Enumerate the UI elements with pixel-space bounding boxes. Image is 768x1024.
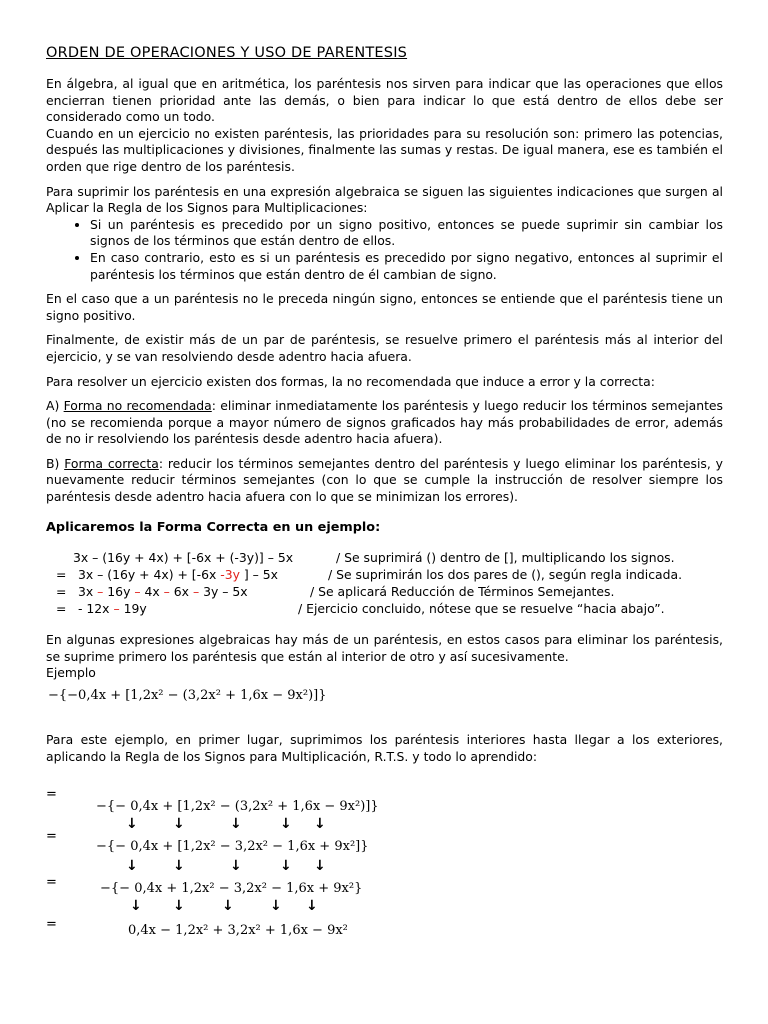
- example-row-4-note: / Ejercicio concluido, nótese que se resuelve “hacia abajo”.: [298, 601, 665, 617]
- form-a-text: : eliminar inmediatamente los paréntesis y luego reducir los términos semejantes (no se recomienda porque a mayor número de signos graficados hay más probabilidades de error, además de no ir resolviendo los paréntesis desde adentro hacia afuera).: [46, 398, 724, 447]
- step-3-expr: −{− 0,4x + 1,2x² − 3,2x² − 1,6x + 9x²}: [100, 881, 363, 897]
- example-row-4: [46, 601, 723, 618]
- paragraph-form-b: [46, 456, 723, 506]
- example-row-2-note: / Se suprimirán los dos pares de (), según regla indicada.: [328, 567, 683, 583]
- worked-example: [46, 550, 723, 618]
- example-row-2-eq: =: [56, 567, 67, 583]
- example-row-1-note: / Se suprimirá () dentro de [], multiplicando los signos.: [336, 550, 675, 566]
- rules-list: [46, 217, 723, 283]
- form-a-prefix: A): [46, 398, 64, 414]
- arrow-row-2: [46, 859, 346, 875]
- arrow-row-3: [46, 899, 346, 915]
- paragraph-nested: Finalmente, de existir más de un par de paréntesis, se resuelve primero el paréntesis más al interior del ejercicio, y se van resolviendo desde adentro hacia afuera.: [46, 332, 723, 364]
- example-row-3-eq: =: [56, 584, 67, 600]
- sign: –: [93, 584, 108, 600]
- down-arrow-icon: ↓: [230, 858, 242, 875]
- sign: –: [130, 584, 145, 600]
- example-row-4-eq: =: [56, 601, 67, 617]
- step-2-expr: −{− 0,4x + [1,2x² − 3,2x² − 1,6x + 9x²]}: [96, 839, 369, 855]
- example-row-2: [46, 567, 723, 584]
- paragraph-multiple-parens: En algunas expresiones algebraicas hay más de un paréntesis, en estos casos para eliminar los paréntesis, se suprime primero los paréntesis que están al interior de otro y así sucesivamente.: [46, 632, 723, 664]
- paragraph-no-sign: En el caso que a un paréntesis no le preceda ningún signo, entonces se entiende que el paréntesis tiene un signo positivo.: [46, 291, 723, 323]
- down-arrow-icon: ↓: [173, 858, 185, 875]
- paragraph-suppression: Para suprimir los paréntesis en una expresión algebraica se siguen las siguientes indicaciones que surgen al Aplicar la Regla de los Signos para Multiplicaciones:: [46, 183, 723, 216]
- example-row-1: [46, 550, 723, 567]
- down-arrow-icon: ↓: [173, 816, 185, 833]
- example-row-4-expr: [78, 601, 147, 618]
- paragraph-procedure: Para este ejemplo, en primer lugar, suprimimos los paréntesis interiores hasta llegar a los exteriores, aplicando la Regla de los Signos para Multiplicación, R.T.S. y todo lo aprendido:: [46, 732, 723, 764]
- down-arrow-icon: ↓: [126, 858, 138, 875]
- down-arrow-icon: ↓: [280, 858, 292, 875]
- term: 6x: [173, 584, 189, 600]
- example-row-3: [46, 584, 723, 601]
- sign: –: [189, 584, 204, 600]
- down-arrow-icon: ↓: [306, 898, 318, 915]
- down-arrow-icon: ↓: [280, 816, 292, 833]
- down-arrow-icon: ↓: [222, 898, 234, 915]
- down-arrow-icon: ↓: [270, 898, 282, 915]
- rule-negative: • En caso contrario, esto es si un paréntesis es precedido por signo negativo, entonces al suprimir el paréntesis los términos que están dentro de él cambian de signo.: [90, 250, 723, 283]
- example-label: Ejemplo: [46, 665, 96, 681]
- step-3-eq: =: [46, 875, 57, 891]
- paragraph-two-forms: Para resolver un ejercicio existen dos formas, la no recomendada que induce a error y la correcta:: [46, 373, 655, 389]
- paragraph-intro: En álgebra, al igual que en aritmética, los paréntesis nos sirven para indicar que las operaciones que ellos encierran tienen prioridad ante las demás, o bien para indicar lo que está dentro de ellos debe ser considerado como un todo.: [46, 76, 723, 125]
- example-row-2-highlight: -3y: [220, 567, 240, 583]
- document-title: ORDEN DE OPERACIONES Y USO DE PARENTESIS: [46, 45, 408, 61]
- down-arrow-icon: ↓: [230, 816, 242, 833]
- paragraph-priorities: Cuando en un ejercicio no existen paréntesis, las prioridades para su resolución son: primero las potencias, después las multiplicaciones y divisiones, finalmente las sumas y restas. De igual manera, ese es también el orden que rige dentro de los paréntesis.: [46, 125, 723, 174]
- example-row-2-part-b: ] – 5x: [239, 567, 279, 583]
- step-1-expr: −{− 0,4x + [1,2x² − (3,2x² + 1,6x − 9x²)]}: [96, 799, 379, 815]
- step-1-eq: =: [46, 787, 57, 803]
- form-b-prefix: B): [46, 455, 65, 471]
- document-page: [46, 44, 723, 973]
- down-arrow-icon: ↓: [173, 898, 185, 915]
- term: 16y: [107, 584, 131, 600]
- term: 4x: [144, 584, 160, 600]
- form-a-title: Forma no recomendada: [63, 398, 212, 414]
- step-2-eq: =: [46, 829, 57, 845]
- paragraph-form-a: [46, 398, 723, 448]
- down-arrow-icon: ↓: [126, 816, 138, 833]
- term: - 12x: [78, 601, 110, 617]
- step-4-expr: 0,4x − 1,2x² + 3,2x² + 1,6x − 9x²: [128, 923, 348, 939]
- example-row-2-part-a: 3x – (16y + 4x) + [-6x: [78, 567, 221, 583]
- down-arrow-icon: ↓: [314, 858, 326, 875]
- form-b-text: : reducir los términos semejantes dentro del paréntesis y luego eliminar los paréntesis, y nuevamente reducir términos semejantes (con lo que se cumple la instrucción de resolver siempre los paréntesis desde adentro hacia afuera con lo que se minimizan los errores).: [46, 455, 723, 505]
- arrow-row-1: [46, 817, 346, 833]
- example-row-2-expr: [78, 567, 278, 584]
- term: 19y: [123, 601, 147, 617]
- sign: –: [109, 601, 124, 617]
- term: 3x: [78, 584, 94, 600]
- step-4-eq: =: [46, 917, 57, 933]
- example-row-1-expr: 3x – (16y + 4x) + [-6x + (-3y)] – 5x: [73, 550, 294, 566]
- solution-steps: [46, 773, 723, 973]
- sign: –: [159, 584, 174, 600]
- rule-positive: • Si un paréntesis es precedido por un signo positivo, entonces se puede suprimir sin cambiar los signos de los términos que están dentro de ellos.: [90, 217, 723, 250]
- math-example-expression: −{−0,4x + [1,2x² − (3,2x² + 1,6x − 9x²)]}: [48, 688, 327, 704]
- down-arrow-icon: ↓: [130, 898, 142, 915]
- example-heading: Aplicaremos la Forma Correcta en un ejemplo:: [46, 519, 381, 535]
- down-arrow-icon: ↓: [314, 816, 326, 833]
- term: 3y – 5x: [203, 584, 248, 600]
- example-row-3-expr: [78, 584, 248, 601]
- example-row-3-note: / Se aplicará Reducción de Términos Semejantes.: [310, 584, 615, 600]
- form-b-title: Forma correcta: [64, 455, 159, 471]
